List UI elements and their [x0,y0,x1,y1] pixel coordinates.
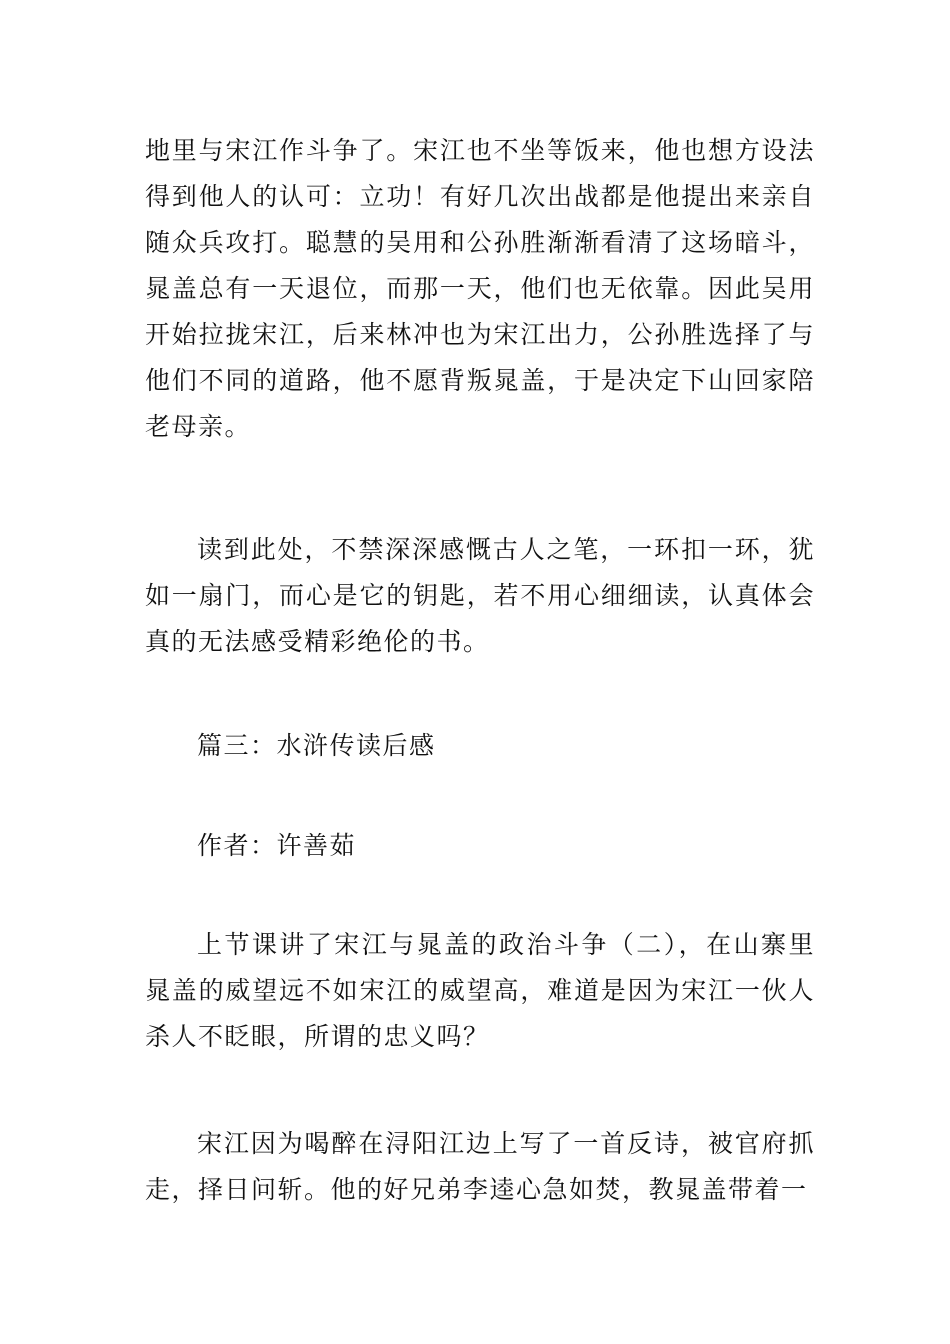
paragraph-continuation: 地里与宋江作斗争了。宋江也不坐等饭来，他也想方设法得到他人的认可：立功！有好几次出战都是他提出来亲自随众兵攻打。聪慧的吴用和公孙胜渐渐看清了这场暗斗，晁盖总有一天退位，而那一天，他们也无依靠。因此吴用开始拉拢宋江，后来林冲也为宋江出力，公孙胜选择了与他们不同的道路，他不愿背叛晁盖，于是决定下山回家陪老母亲。 [145,136,815,441]
author-line: 作者：许善茹 [197,831,357,860]
paragraph-reflection: 读到此处，不禁深深感慨古人之笔，一环扣一环，犹如一扇门，而心是它的钥匙，若不用心细细读，认真体会真的无法感受精彩绝伦的书。 [145,535,815,656]
paragraph-intro: 上节课讲了宋江与晁盖的政治斗争（二），在山寨里晁盖的威望远不如宋江的威望高，难道是因为宋江一伙人杀人不眨眼，所谓的忠义吗？ [145,930,815,1051]
section-title: 篇三：水浒传读后感 [197,731,436,760]
paragraph-story: 宋江因为喝醉在浔阳江边上写了一首反诗，被官府抓走，择日问斩。他的好兄弟李逵心急如焚，教晁盖带着一 [145,1129,815,1204]
